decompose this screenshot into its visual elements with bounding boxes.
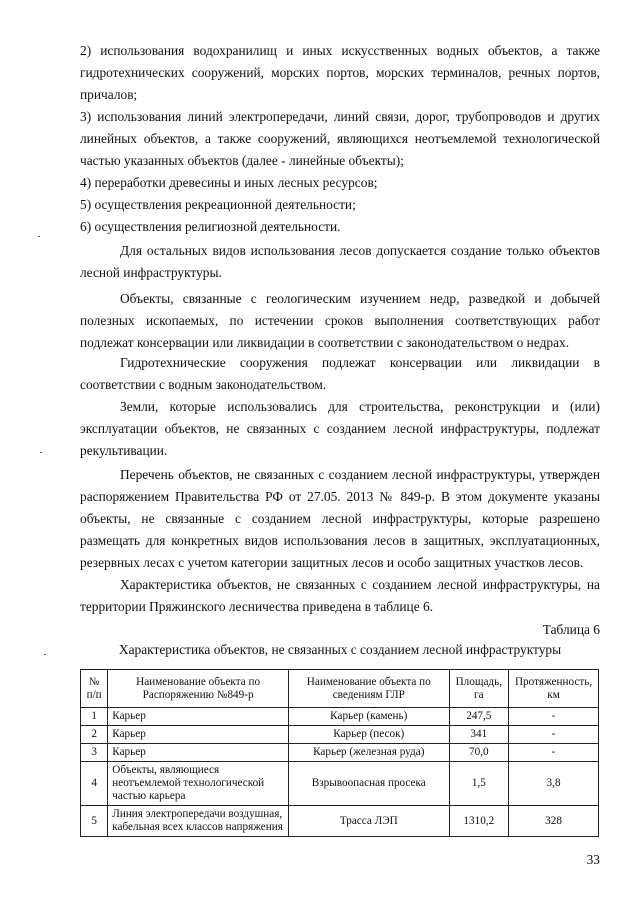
table-cell: Карьер [108, 744, 289, 762]
table-cell: 1 [81, 708, 108, 726]
paragraph: Перечень объектов, не связанных с созданием лесной инфраструктуры, утвержден распоряжением Правительства РФ от 27.05. 2013 № 849-р. В этом документе указаны объекты, не связанные с созданием лесной инфраструктуры, которые разрешено размещать для конкретных видов использования лесов в защитных, эксплуатационных, резервных лесах с учетом категории защитных лесов и особо защитных участков лесов. [80, 467, 600, 570]
paragraph: Земли, которые использовались для строительства, реконструкции и (или) эксплуатации объектов, не связанных с созданием лесной инфраструктуры, подлежат рекультивации. [80, 399, 600, 458]
paragraph: Объекты, связанные с геологическим изучением недр, разведкой и добычей полезных ископаемых, по истечении сроков выполнения соответствующих работ подлежат консервации или ликвидации в соответствии с законодательством о недрах. [80, 291, 600, 350]
paragraph: Для остальных видов использования лесов допускается создание только объектов лесной инфраструктуры. [80, 243, 600, 280]
table-cell: 3,8 [509, 762, 599, 806]
table-cell: Карьер (железная руда) [288, 744, 449, 762]
scan-speck [38, 236, 40, 237]
table-cell: 1310,2 [449, 806, 509, 837]
table-cell: Карьер (песок) [288, 726, 449, 744]
table-cell: 1,5 [449, 762, 509, 806]
table-cell: 3 [81, 744, 108, 762]
paragraph: 5) осуществления рекреационной деятельности; [80, 197, 356, 212]
table-cell: Карьер [108, 726, 289, 744]
table-cell: 341 [449, 726, 509, 744]
table-header-cell: Наименование объекта по сведениям ГЛР [288, 670, 449, 708]
table-row [81, 806, 599, 837]
table-cell: Карьер [108, 708, 289, 726]
scan-speck [40, 452, 42, 453]
paragraph: 3) использования линий электропередачи, линий связи, дорог, трубопроводов и других линейных объектов, а также сооружений, являющихся неотъемлемой технологической частью указанных объектов (далее - линейные объекты); [80, 109, 600, 168]
table-cell: 328 [509, 806, 599, 837]
table-row [81, 726, 599, 744]
table-cell: Взрывоопасная просека [288, 762, 449, 806]
table-header-cell: Площадь, га [449, 670, 509, 708]
table-cell: Трасса ЛЭП [288, 806, 449, 837]
table-cell: Объекты, являющиеся неотъемлемой технологической частью карьера [108, 762, 289, 806]
table-cell: Линия электропередачи воздушная, кабельная всех классов напряжения [108, 806, 289, 837]
table-cell: - [509, 708, 599, 726]
table-header-cell: № п/п [81, 670, 108, 708]
table-cell: 70,0 [449, 744, 509, 762]
paragraph: Гидротехнические сооружения подлежат консервации или ликвидации в соответствии с водным законодательством. [80, 355, 600, 392]
paragraph: 6) осуществления религиозной деятельности. [80, 219, 341, 234]
table-label: Таблица 6 [542, 622, 600, 637]
page-number: 33 [586, 852, 600, 867]
table-cell: Карьер (камень) [288, 708, 449, 726]
table-cell: 247,5 [449, 708, 509, 726]
table-cell: - [509, 744, 599, 762]
paragraph: 2) использования водохранилищ и иных искусственных водных объектов, а также гидротехнических сооружений, морских портов, морских терминалов, речных портов, причалов; [80, 43, 600, 102]
paragraph: 4) переработки древесины и иных лесных ресурсов; [80, 175, 378, 190]
table-caption: Характеристика объектов, не связанных с созданием лесной инфраструктуры [118, 642, 562, 657]
scan-speck [44, 654, 46, 655]
table-header-cell: Протяженность, км [509, 670, 599, 708]
table-header-row [81, 670, 599, 708]
objects-table [80, 669, 599, 837]
table-row [81, 708, 599, 726]
paragraph: Характеристика объектов, не связанных с созданием лесной инфраструктуры, на территории Пряжинского лесничества приведена в таблице 6. [80, 577, 600, 614]
table-cell: 2 [81, 726, 108, 744]
table-row [81, 762, 599, 806]
table-row [81, 744, 599, 762]
table-cell: 5 [81, 806, 108, 837]
table-cell: 4 [81, 762, 108, 806]
table-cell: - [509, 726, 599, 744]
table-header-cell: Наименование объекта по Распоряжению №849-р [108, 670, 289, 708]
